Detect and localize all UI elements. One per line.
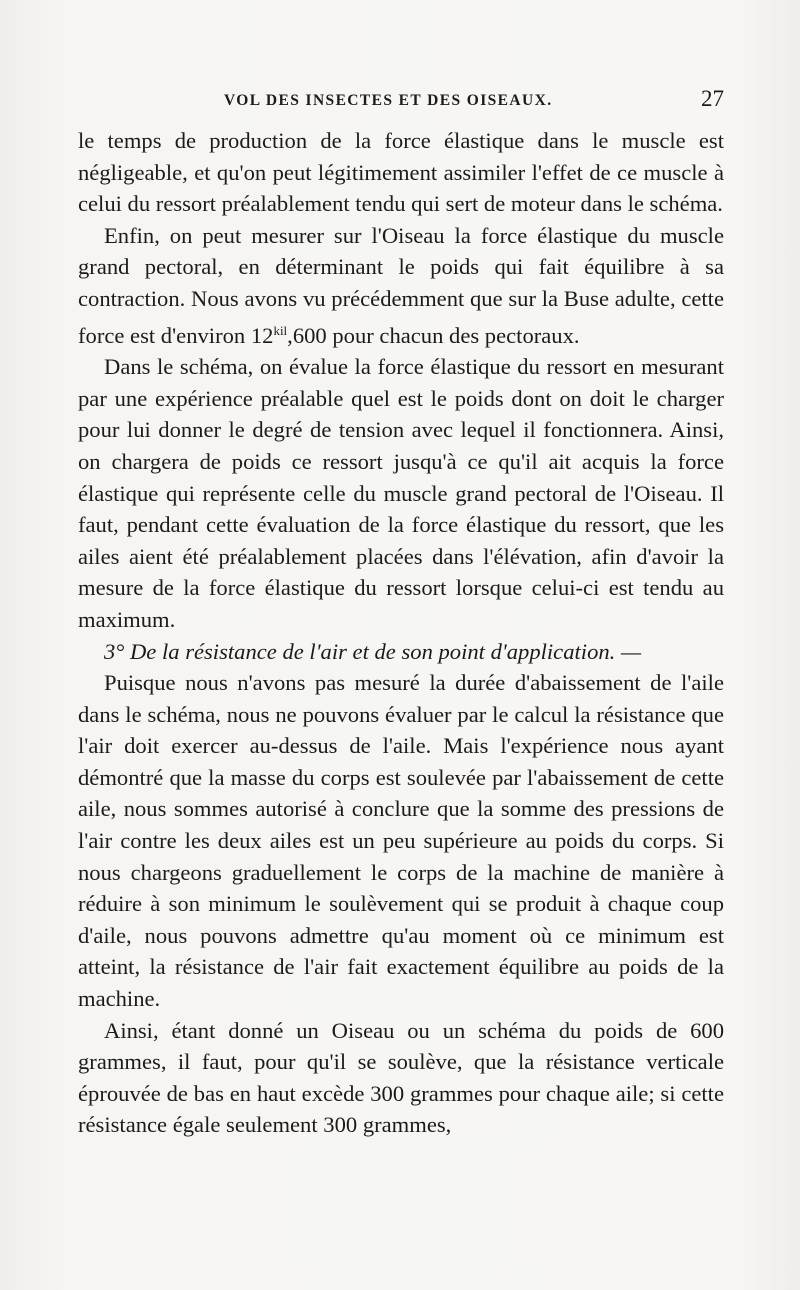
page-number: 27 xyxy=(701,86,724,111)
running-title: VOL DES INSECTES ET DES OISEAUX. xyxy=(224,92,553,109)
page-header xyxy=(78,88,724,118)
paragraph-5: Ainsi, étant donné un Oiseau ou un schéma du poids de 600 grammes, il faut, pour qu'il se soulève, que la résistance verticale éprouvée de bas en haut excède 300 grammes pour chaque aile; si cette résistance égale seulement 300 grammes, xyxy=(78,1017,724,1138)
section-heading: 3° De la résistance de l'air et de son point d'application. — xyxy=(104,638,642,664)
unit-superscript: kil xyxy=(273,322,288,338)
section-heading-paragraph xyxy=(78,636,724,668)
paragraph-2-text-before: Enfin, on peut mesurer sur l'Oiseau la force élastique du muscle grand pectoral, en déterminant le poids qui fait équilibre à sa contraction. Nous avons vu précédemment que sur la Buse adulte, cette force est d'environ 12 xyxy=(78,222,724,348)
paragraph-1: le temps de production de la force élastique dans le muscle est négligeable, et qu'on peut légitimement assimiler l'effet de ce muscle à celui du ressort préalablement tendu qui sert de moteur dans le schéma. xyxy=(78,128,724,217)
paragraph-3: Dans le schéma, on évalue la force élastique du ressort en mesurant par une expérience préalable quel est le poids dont on doit le charger pour lui donner le degré de tension avec lequel il fonctionnera. Ainsi, on chargera de poids ce ressort jusqu'à ce qu'il ait acquis la force élastique qui représente celle du muscle grand pectoral de l'Oiseau. Il faut, pendant cette évaluation de la force élastique du ressort, que les ailes aient été préalablement placées dans l'élévation, afin d'avoir la mesure de la force élastique du ressort lorsque celui-ci est tendu au maximum. xyxy=(78,354,724,632)
paragraph-2-text-after: ,600 pour chacun des pectoraux. xyxy=(287,322,580,348)
paragraph-4: Puisque nous n'avons pas mesuré la durée d'abaissement de l'aile dans le schéma, nous ne pouvons évaluer par le calcul la résistance que l'air doit exercer au-dessus de l'aile. Mais l'expérience nous ayant démontré que la masse du corps est soulevée par l'abaissement de cette aile, nous sommes autorisé à conclure que la somme des pressions de l'air contre les deux ailes est un peu supérieure au poids du corps. Si nous chargeons graduellement le corps de la machine de manière à réduire à son minimum le soulèvement qui se produit à chaque coup d'aile, nous pouvons admettre qu'au moment où ce minimum est atteint, la résistance de l'air fait exactement équilibre au poids de la machine. xyxy=(78,670,724,1012)
body-text xyxy=(78,125,724,1141)
paragraph-2 xyxy=(78,220,724,351)
